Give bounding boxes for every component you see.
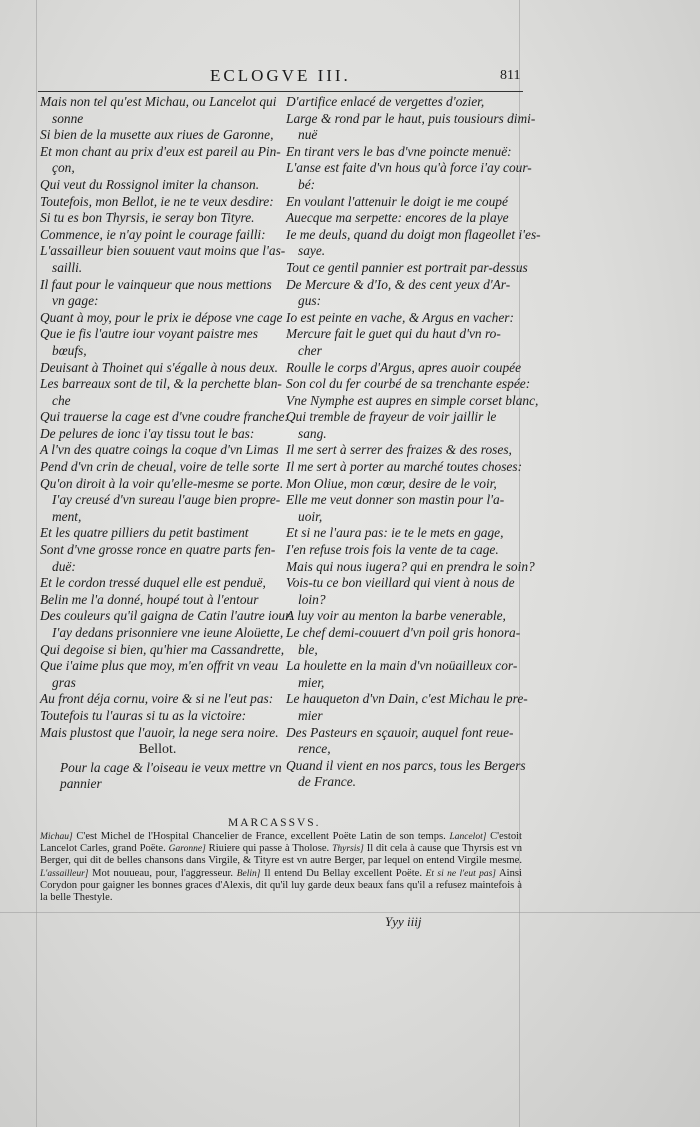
verse-line: pannier	[60, 776, 102, 792]
verse-line: Mais non tel qu'est Michau, ou Lancelot qui	[40, 94, 277, 109]
verse-line: Et le cordon tressé duquel elle est penduë,	[40, 575, 266, 591]
verse-line: A l'vn des quatre coings la coque d'vn Limas	[40, 442, 279, 458]
verse-line: Son col du fer courbé de sa trenchante espée:	[286, 376, 531, 392]
note-text: Mot nouueau, pour, l'aggresseur.	[88, 867, 237, 879]
verse-line: I'ay dedans prisonniere vne ieune Aloüette,	[52, 625, 284, 640]
verse-line: Le hauqueton d'vn Dain, c'est Michau le pre-	[286, 691, 528, 707]
verse-line: Mon Oliue, mon cœur, desire de le voir,	[286, 475, 497, 491]
note-term: Thyrsis]	[332, 844, 364, 855]
verse-line: Que i'aime plus que moy, m'en offrit vn veau	[40, 658, 279, 674]
verse-line: I'en refuse trois fois la vente de ta cage.	[286, 542, 499, 558]
notes-title: MARCASSVS.	[228, 817, 321, 829]
verse-line: Qu'on diroit à la voir qu'elle-mesme se porte.	[40, 475, 284, 491]
verse-line: Pend d'vn crin de cheual, voire de telle sorte	[40, 459, 280, 475]
note-text: C'estoit Lancelot Carles, grand Poëte.	[40, 831, 522, 855]
verse-line: Commence, ie n'ay point le courage failli:	[40, 226, 266, 242]
verse-line: Si bien de la musette aux riues de Garonne,	[40, 127, 274, 143]
verse-line: Qui tremble de frayeur de voir jaillir le	[286, 409, 497, 425]
note-term: Lancelot]	[449, 832, 487, 842]
verse-line: Des couleurs qu'il gaigna de Catin l'autre iour.	[40, 608, 293, 624]
verse-line: Vois-tu ce bon vieillard qui vient à nous de	[286, 575, 515, 591]
verse-line: de France.	[298, 774, 357, 790]
verse-line: Io est peinte en vache, & Argus en vacher:	[286, 309, 514, 325]
verse-line: Et les quatre pilliers du petit bastiment	[40, 525, 249, 541]
verse-line: che	[52, 392, 71, 408]
page-header	[0, 66, 700, 90]
verse-line: uoir,	[298, 508, 323, 524]
verse-line: nuë	[298, 127, 318, 143]
verse-line: duë:	[52, 558, 76, 574]
verse-line: Auecque ma serpette: encores de la playe	[286, 210, 509, 226]
verse-line: Sont d'vne grosse ronce en quatre parts fen-	[40, 542, 276, 558]
note-term: Et si ne l'eut pas]	[425, 868, 496, 879]
verse-line: La houlette en la main d'vn noüailleux cor-	[286, 658, 518, 674]
note-text: C'est Michel de l'Hospital Chancelier de France, excellent Poëte Latin de son temps.	[72, 831, 450, 842]
verse-line: saye.	[298, 243, 326, 259]
verse-line: sang.	[298, 425, 327, 441]
verse-line: Que ie fis l'autre iour voyant paistre mes	[40, 326, 258, 342]
verse-line: loin?	[298, 591, 326, 607]
verse-line: Qui degoise si bien, qu'hier ma Cassandrette,	[40, 641, 285, 657]
verse-line: Large & rond par le haut, puis tousiours dimi-	[286, 110, 536, 126]
verse-line: Des Pasteurs en sçauoir, auquel font reue-	[286, 724, 514, 740]
verse-line: Toutefois, mon Bellot, ie ne te veux desdire:	[40, 193, 274, 209]
verse-line: A luy voir au menton la barbe venerable,	[286, 608, 506, 624]
verse-line: mier	[298, 707, 323, 723]
right-verse-column	[286, 94, 541, 791]
verse-line: Les barreaux sont de til, & la perchette blan-	[40, 376, 282, 392]
note-text: Il entend Du Bellay excellent Poëte.	[260, 867, 426, 879]
verse-line: En tirant vers le bas d'vne poincte menuë:	[286, 143, 512, 159]
note-text: Riuiere qui passe à Tholose.	[205, 843, 333, 855]
verse-line: Elle me veut donner son mastin pour l'a-	[286, 492, 505, 508]
verse-line: Mais qui nous iugera? qui en prendra le soin?	[286, 558, 535, 574]
grid-line	[36, 0, 37, 1127]
verse-line: Quant à moy, pour le prix ie dépose vne cage	[40, 309, 283, 325]
verse-line: Quand il vient en nos parcs, tous les Bergers	[286, 757, 526, 773]
verse-line: çon,	[52, 160, 75, 176]
verse-line: Tout ce gentil pannier est portrait par-dessus	[286, 259, 528, 275]
header-rule	[38, 91, 523, 92]
verse-line: bœufs,	[52, 342, 87, 358]
verse-line: Il me sert à serrer des fraizes & des roses,	[286, 442, 512, 458]
verse-line: Ie me deuls, quand du doigt mon flageollet i'es-	[286, 226, 541, 242]
verse-line: Qui veut du Rossignol imiter la chanson.	[40, 176, 260, 192]
verse-line: gus:	[298, 293, 322, 309]
verse-line: Vne Nymphe est aupres en simple corset blanc,	[286, 392, 539, 408]
speaker-name: Bellot.	[138, 742, 177, 758]
verse-line: Il me sert à porter au marché toutes choses:	[286, 459, 523, 475]
note-term: Belin]	[236, 868, 261, 879]
verse-line: bé:	[298, 176, 316, 192]
verse-line: vn gage:	[52, 293, 99, 309]
verse-line: De pelures de ionc i'ay tissu tout le bas:	[40, 425, 255, 441]
verse-line: gras	[52, 674, 76, 690]
verse-line: Toutefois tu l'auras si tu as la victoire:	[40, 707, 247, 723]
verse-line: Et si ne l'aura pas: ie te le mets en gage,	[286, 525, 504, 541]
verse-line: Qui trauerse la cage est d'vne coudre franche:	[40, 409, 289, 425]
verse-line: Pour la cage & l'oiseau ie veux mettre vn	[60, 759, 282, 775]
running-head: ECLOGVE III.	[210, 66, 351, 85]
verse-line: ment,	[52, 508, 82, 524]
note-text: Il dit cela à cause que Thyrsis est vn Berger, qui dit de belles chansons dans Virgile, & Tityre est vn autre Berger, par lequel on entend Virgile mesme.	[40, 843, 523, 867]
verse-line: Belin me l'a donné, houpé tout à l'entour	[40, 591, 259, 607]
left-verse-column	[40, 94, 293, 793]
verse-line: Roulle le corps d'Argus, apres auoir coupée	[286, 359, 522, 375]
verse-line: Deuisant à Thoinet qui s'égalle à nous deux.	[40, 359, 278, 375]
verse-line: ble,	[298, 641, 318, 657]
verse-line: cher	[298, 342, 322, 358]
verse-line: L'anse est faite d'vn hous qu'à force i'ay cour-	[286, 160, 532, 176]
verse-line: Le chef demi-couuert d'vn poil gris honora-	[286, 625, 521, 640]
grid-line	[0, 912, 700, 913]
verse-line: L'assailleur bien souuent vaut moins que l'as-	[40, 243, 286, 259]
note-term: L'assailleur]	[40, 868, 89, 879]
note-text: Ainsi Corydon pour gaigner les bonnes graces d'Alexis, dit qu'il luy garde deux beaux fans qu'il a refusez maintefois à la belle Thestyle.	[40, 867, 522, 904]
verse-line: mier,	[298, 674, 325, 690]
note-term: Michau]	[40, 832, 73, 842]
note-term: Garonne]	[168, 844, 206, 855]
verse-line: Et mon chant au prix d'eux est pareil au Pin-	[40, 143, 281, 159]
notes-paragraph	[40, 831, 522, 904]
verse-line: sailli.	[52, 259, 83, 275]
page-number: 811	[500, 68, 521, 83]
verse-line: De Mercure & d'Io, & des cent yeux d'Ar-	[286, 276, 511, 292]
verse-line: rence,	[298, 741, 331, 757]
verse-line: Mais plustost que l'auoir, la nege sera noire.	[40, 724, 279, 740]
verse-line: D'artifice enlacé de vergettes d'ozier,	[286, 94, 485, 109]
commentary-notes	[40, 831, 522, 904]
verse-line: Au front déja cornu, voire & si ne l'eut pas:	[40, 691, 274, 707]
verse-line: Mercure fait le guet qui du haut d'vn ro-	[286, 326, 501, 342]
verse-line: Si tu es bon Thyrsis, ie seray bon Tityre.	[40, 210, 255, 226]
verse-line: Il faut pour le vainqueur que nous mettions	[40, 276, 272, 292]
verse-line: I'ay creusé d'vn sureau l'auge bien propre-	[52, 492, 281, 508]
verse-line: En voulant l'attenuir le doigt ie me coupé	[286, 193, 508, 209]
verse-line: sonne	[52, 110, 84, 126]
catchword: Yyy iiij	[385, 914, 422, 929]
